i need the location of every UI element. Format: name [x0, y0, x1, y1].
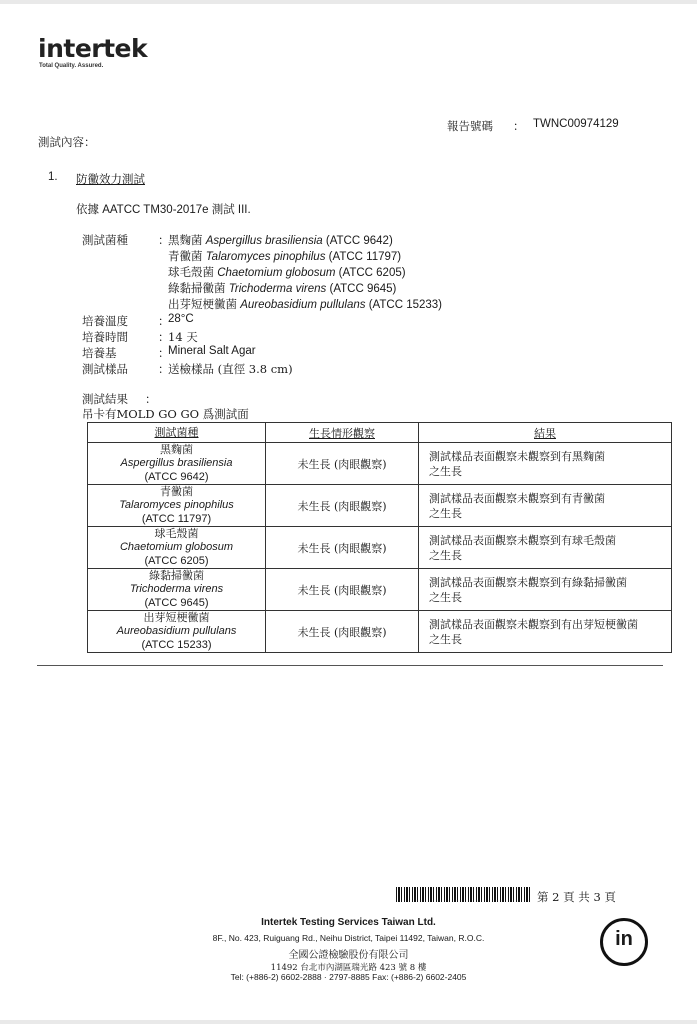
result-cell: 測試樣品表面觀察未觀察到有出芽短梗黴菌 之生長 — [419, 611, 672, 653]
strain-line: 出芽短梗黴菌 Aureobasidium pullulans (ATCC 15233) — [168, 297, 443, 311]
strain-line: 青黴菌 Talaromyces pinophilus (ATCC 11797) — [168, 249, 402, 263]
strain-cell: 綠黏掃黴菌 Trichoderma virens (ATCC 9645) — [88, 569, 266, 611]
results-subject: 吊卡有MOLD GO GO 爲測試面 — [82, 407, 249, 421]
intertek-logo: intertek — [38, 34, 148, 63]
temp-label: 培養溫度 — [82, 314, 128, 328]
table-row — [88, 611, 672, 653]
page-number: 第 2 頁 共 3 頁 — [537, 890, 616, 904]
strains-label: 測試菌種 — [82, 233, 128, 247]
content-label: 測試內容： — [38, 135, 96, 149]
strain-cell: 黑麴菌 Aspergillus brasiliensia (ATCC 9642) — [88, 443, 266, 485]
result-cell: 測試樣品表面觀察未觀察到有青黴菌 之生長 — [419, 485, 672, 527]
test-standard: 依據 AATCC TM30-2017e 測試 III. — [76, 204, 251, 216]
result-cell: 測試樣品表面觀察未觀察到有綠黏掃黴菌 之生長 — [419, 569, 672, 611]
medium-colon: ： — [158, 348, 170, 360]
table-row — [88, 443, 672, 485]
sample-value: 送檢樣品 (直徑 3.8 cm) — [168, 362, 293, 376]
strain-cell: 青黴菌 Talaromyces pinophilus (ATCC 11797) — [88, 485, 266, 527]
footer-contact: Tel: (+886-2) 6602-2888 · 2797-8885 Fax: (+886-2) 6602-2405 — [230, 972, 467, 982]
growth-cell: 未生長 (肉眼觀察) — [266, 611, 419, 653]
logo-tagline: Total Quality. Assured. — [39, 63, 104, 69]
footer-address-cn: 11492 台北市內湖區瑞光路 423 號 8 樓 — [270, 963, 427, 973]
medium-value: Mineral Salt Agar — [168, 345, 256, 357]
strain-line: 綠黏掃黴菌 Trichoderma virens (ATCC 9645) — [168, 281, 397, 295]
top-border — [0, 0, 697, 4]
growth-cell: 未生長 (肉眼觀察) — [266, 527, 419, 569]
bottom-border — [0, 1020, 697, 1024]
table-row — [88, 485, 672, 527]
time-value: 14 天 — [168, 330, 198, 344]
report-number-label: 報告號碼 — [447, 119, 493, 133]
time-label: 培養時間 — [82, 330, 128, 344]
section-divider — [37, 665, 663, 666]
section-title: 防黴效力測試 — [76, 172, 145, 186]
strain-line: 黑麴菌 Aspergillus brasiliensia (ATCC 9642) — [168, 233, 393, 247]
time-colon: ： — [158, 332, 170, 344]
strain-line: 球毛殼菌 Chaetomium globosum (ATCC 6205) — [168, 265, 406, 279]
temp-value: 28°C — [168, 313, 194, 325]
table-row — [88, 527, 672, 569]
results-table — [87, 422, 672, 653]
header-growth: 生長情形觀察 — [266, 423, 419, 443]
footer-address: 8F., No. 423, Ruiguang Rd., Neihu District, Taipei 11492, Taiwan, R.O.C. — [212, 933, 485, 943]
strain-cell: 球毛殼菌 Chaetomium globosum (ATCC 6205) — [88, 527, 266, 569]
medium-label: 培養基 — [82, 346, 117, 360]
footer-company: Intertek Testing Services Taiwan Ltd. — [261, 917, 436, 928]
intertek-circle-logo: in — [600, 918, 648, 966]
results-colon: ： — [145, 394, 157, 406]
table-row — [88, 569, 672, 611]
sample-colon: ： — [158, 364, 170, 376]
sample-label: 測試樣品 — [82, 362, 128, 376]
report-number-colon: ： — [513, 121, 525, 133]
report-number: TWNC00974129 — [533, 118, 619, 130]
temp-colon: ： — [158, 316, 170, 328]
result-cell: 測試樣品表面觀察未觀察到有球毛殼菌 之生長 — [419, 527, 672, 569]
growth-cell: 未生長 (肉眼觀察) — [266, 485, 419, 527]
section-number: 1. — [48, 171, 58, 183]
table-header-row — [88, 423, 672, 443]
footer-company-cn: 全國公證檢驗股份有限公司 — [288, 950, 409, 961]
growth-cell: 未生長 (肉眼觀察) — [266, 443, 419, 485]
results-label: 測試結果 — [82, 392, 128, 406]
growth-cell: 未生長 (肉眼觀察) — [266, 569, 419, 611]
barcode — [396, 887, 530, 902]
result-cell: 測試樣品表面觀察未觀察到有黑麴菌 之生長 — [419, 443, 672, 485]
header-strain: 測試菌種 — [88, 423, 266, 443]
strain-cell: 出芽短梗黴菌 Aureobasidium pullulans (ATCC 15233) — [88, 611, 266, 653]
strains-colon: ： — [158, 235, 170, 247]
header-result: 結果 — [419, 423, 672, 443]
